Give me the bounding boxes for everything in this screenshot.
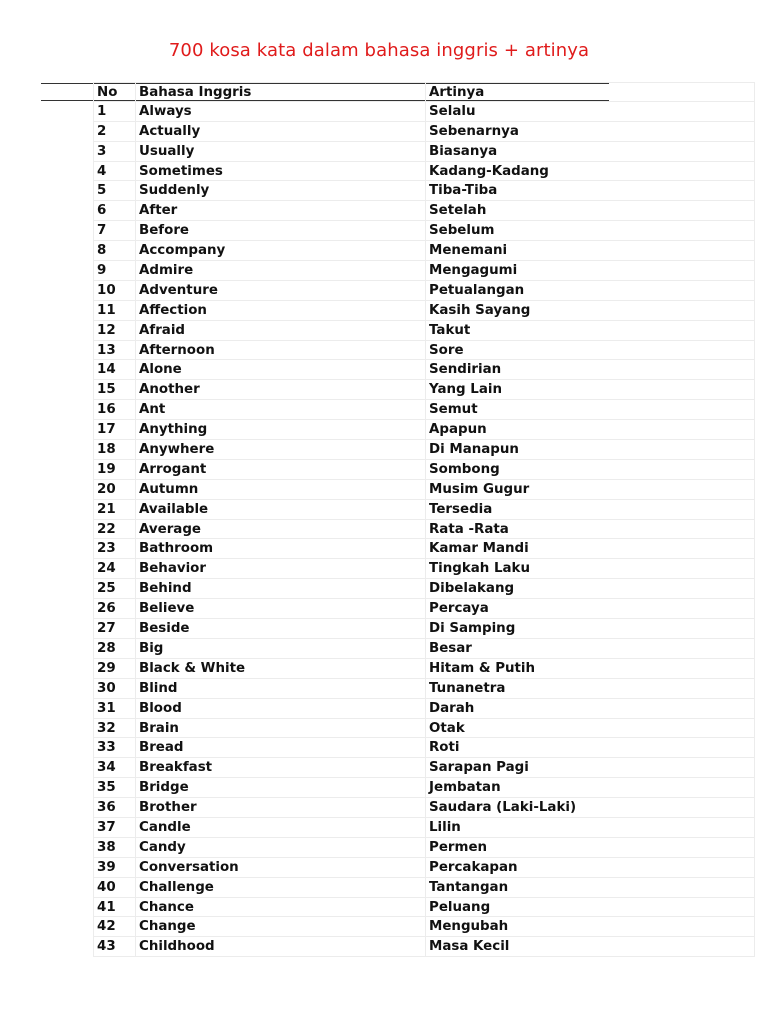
- english-word: Blind: [136, 679, 426, 698]
- indonesian-meaning: Sore: [429, 342, 464, 358]
- table-row: [94, 301, 754, 321]
- table-row: [94, 480, 754, 500]
- english-word: Change: [136, 917, 426, 936]
- english-word: Ant: [136, 400, 426, 419]
- column-header-english: Bahasa Inggris: [136, 83, 426, 101]
- indonesian-meaning: Peluang: [429, 899, 491, 915]
- indonesian-meaning: Percaya: [429, 601, 489, 617]
- indonesian-meaning: Saudara (Laki-Laki): [429, 800, 577, 816]
- indonesian-meaning: Apapun: [429, 422, 487, 438]
- english-word: Behind: [136, 579, 426, 598]
- english-word: Suddenly: [136, 181, 426, 200]
- english-word: Brother: [136, 798, 426, 817]
- row-number: 17: [94, 420, 136, 439]
- table-row: [94, 758, 754, 778]
- indonesian-meaning: Jembatan: [429, 780, 501, 796]
- indonesian-meaning: Tantangan: [429, 879, 509, 895]
- indonesian-meaning: Sendirian: [429, 362, 502, 378]
- row-number: 6: [94, 201, 136, 220]
- table-row: [94, 181, 754, 201]
- english-word: Chance: [136, 898, 426, 917]
- row-number: 20: [94, 480, 136, 499]
- english-word: Bread: [136, 738, 426, 757]
- table-row: [94, 659, 754, 679]
- indonesian-meaning: Selalu: [429, 103, 476, 119]
- english-word: Available: [136, 500, 426, 519]
- row-number: 15: [94, 380, 136, 399]
- row-number: 21: [94, 500, 136, 519]
- table-row: [94, 798, 754, 818]
- english-word: Another: [136, 380, 426, 399]
- table-header-row: [94, 82, 754, 102]
- table-row: [94, 241, 754, 261]
- english-word: Afternoon: [136, 341, 426, 360]
- table-row: [94, 420, 754, 440]
- english-word: Brain: [136, 719, 426, 738]
- row-number: 25: [94, 579, 136, 598]
- indonesian-meaning: Di Samping: [429, 621, 516, 637]
- row-number: 22: [94, 520, 136, 539]
- indonesian-meaning: Rata -Rata: [429, 521, 509, 537]
- table-row: [94, 719, 754, 739]
- indonesian-meaning: Takut: [429, 322, 471, 338]
- english-word: Autumn: [136, 480, 426, 499]
- english-word: Afraid: [136, 321, 426, 340]
- english-word: Candy: [136, 838, 426, 857]
- indonesian-meaning: Hitam & Putih: [429, 660, 536, 676]
- english-word: Arrogant: [136, 460, 426, 479]
- indonesian-meaning: Kadang-Kadang: [429, 163, 549, 179]
- table-row: [94, 778, 754, 798]
- english-word: Breakfast: [136, 758, 426, 777]
- indonesian-meaning: Mengubah: [429, 919, 509, 935]
- row-number: 34: [94, 758, 136, 777]
- row-number: 29: [94, 659, 136, 678]
- table-row: [94, 360, 754, 380]
- row-number: 2: [94, 122, 136, 141]
- table-row: [94, 679, 754, 699]
- indonesian-meaning: Roti: [429, 740, 460, 756]
- english-word: Sometimes: [136, 162, 426, 181]
- table-row: [94, 738, 754, 758]
- column-header-meaning: Artinya: [429, 85, 485, 100]
- table-row: [94, 341, 754, 361]
- table-row: [94, 201, 754, 221]
- indonesian-meaning: Tingkah Laku: [429, 561, 530, 577]
- indonesian-meaning: Mengagumi: [429, 263, 518, 279]
- row-number: 24: [94, 559, 136, 578]
- indonesian-meaning: Sombong: [429, 461, 500, 477]
- table-row: [94, 878, 754, 898]
- row-number: 41: [94, 898, 136, 917]
- table-row: [94, 162, 754, 182]
- indonesian-meaning: Petualangan: [429, 282, 525, 298]
- table-row: [94, 440, 754, 460]
- indonesian-meaning: Dibelakang: [429, 581, 515, 597]
- english-word: Accompany: [136, 241, 426, 260]
- table-row: [94, 917, 754, 937]
- english-word: Usually: [136, 142, 426, 161]
- row-number: 36: [94, 798, 136, 817]
- row-number: 8: [94, 241, 136, 260]
- table-row: [94, 400, 754, 420]
- indonesian-meaning: Musim Gugur: [429, 481, 530, 497]
- row-number: 35: [94, 778, 136, 797]
- english-word: Conversation: [136, 858, 426, 877]
- row-number: 4: [94, 162, 136, 181]
- table-row: [94, 142, 754, 162]
- row-number: 16: [94, 400, 136, 419]
- indonesian-meaning: Sebelum: [429, 223, 495, 239]
- row-number: 33: [94, 738, 136, 757]
- table-row: [94, 639, 754, 659]
- english-word: After: [136, 201, 426, 220]
- row-number: 7: [94, 221, 136, 240]
- table-row: [94, 858, 754, 878]
- indonesian-meaning: Permen: [429, 839, 488, 855]
- english-word: Challenge: [136, 878, 426, 897]
- table-row: [94, 221, 754, 241]
- row-number: 9: [94, 261, 136, 280]
- english-word: Average: [136, 520, 426, 539]
- english-word: Adventure: [136, 281, 426, 300]
- row-number: 23: [94, 539, 136, 558]
- row-number: 38: [94, 838, 136, 857]
- indonesian-meaning: Lilin: [429, 819, 461, 835]
- indonesian-meaning: Besar: [429, 640, 472, 656]
- english-word: Always: [136, 102, 426, 121]
- row-number: 39: [94, 858, 136, 877]
- table-row: [94, 261, 754, 281]
- english-word: Before: [136, 221, 426, 240]
- document-title: 700 kosa kata dalam bahasa inggris + artinya: [168, 40, 590, 61]
- indonesian-meaning: Otak: [429, 720, 465, 736]
- table-row: [94, 460, 754, 480]
- vocabulary-table: [93, 82, 755, 957]
- row-number: 37: [94, 818, 136, 837]
- row-number: 13: [94, 341, 136, 360]
- row-number: 26: [94, 599, 136, 618]
- english-word: Anything: [136, 420, 426, 439]
- row-number: 31: [94, 699, 136, 718]
- english-word: Candle: [136, 818, 426, 837]
- row-number: 19: [94, 460, 136, 479]
- row-number: 18: [94, 440, 136, 459]
- table-row: [94, 520, 754, 540]
- indonesian-meaning: Sebenarnya: [429, 123, 519, 139]
- row-number: 43: [94, 937, 136, 956]
- row-number: 1: [94, 102, 136, 121]
- table-row: [94, 838, 754, 858]
- indonesian-meaning: Tunanetra: [429, 680, 506, 696]
- indonesian-meaning: Kasih Sayang: [429, 302, 531, 318]
- table-row: [94, 539, 754, 559]
- indonesian-meaning: Setelah: [429, 203, 487, 219]
- table-row: [94, 559, 754, 579]
- row-number: 5: [94, 181, 136, 200]
- indonesian-meaning: Biasanya: [429, 143, 498, 159]
- indonesian-meaning: Tersedia: [429, 501, 493, 517]
- table-row: [94, 281, 754, 301]
- english-word: Big: [136, 639, 426, 658]
- english-word: Anywhere: [136, 440, 426, 459]
- row-number: 28: [94, 639, 136, 658]
- table-row: [94, 102, 754, 122]
- row-number: 42: [94, 917, 136, 936]
- english-word: Affection: [136, 301, 426, 320]
- row-number: 14: [94, 360, 136, 379]
- row-number: 27: [94, 619, 136, 638]
- table-row: [94, 500, 754, 520]
- indonesian-meaning: Masa Kecil: [429, 939, 510, 955]
- english-word: Beside: [136, 619, 426, 638]
- indonesian-meaning: Sarapan Pagi: [429, 760, 529, 776]
- row-number: 40: [94, 878, 136, 897]
- english-word: Admire: [136, 261, 426, 280]
- indonesian-meaning: Darah: [429, 700, 475, 716]
- table-row: [94, 380, 754, 400]
- indonesian-meaning: Semut: [429, 402, 478, 418]
- english-word: Bathroom: [136, 539, 426, 558]
- table-row: [94, 122, 754, 142]
- row-number: 11: [94, 301, 136, 320]
- indonesian-meaning: Yang Lain: [429, 382, 502, 398]
- column-header-no: No: [94, 83, 136, 101]
- row-number: 30: [94, 679, 136, 698]
- indonesian-meaning: Percakapan: [429, 859, 518, 875]
- row-number: 32: [94, 719, 136, 738]
- table-row: [94, 937, 754, 957]
- table-row: [94, 818, 754, 838]
- row-number: 12: [94, 321, 136, 340]
- english-word: Black & White: [136, 659, 426, 678]
- table-row: [94, 898, 754, 918]
- indonesian-meaning: Tiba-Tiba: [429, 183, 498, 199]
- row-number: 3: [94, 142, 136, 161]
- english-word: Alone: [136, 360, 426, 379]
- table-row: [94, 599, 754, 619]
- english-word: Behavior: [136, 559, 426, 578]
- indonesian-meaning: Kamar Mandi: [429, 541, 529, 557]
- table-row: [94, 619, 754, 639]
- table-row: [94, 579, 754, 599]
- table-body: [94, 102, 754, 957]
- indonesian-meaning: Di Manapun: [429, 442, 519, 458]
- row-number: 10: [94, 281, 136, 300]
- english-word: Blood: [136, 699, 426, 718]
- english-word: Childhood: [136, 937, 426, 956]
- table-row: [94, 321, 754, 341]
- english-word: Bridge: [136, 778, 426, 797]
- english-word: Believe: [136, 599, 426, 618]
- english-word: Actually: [136, 122, 426, 141]
- indonesian-meaning: Menemani: [429, 243, 508, 259]
- table-row: [94, 699, 754, 719]
